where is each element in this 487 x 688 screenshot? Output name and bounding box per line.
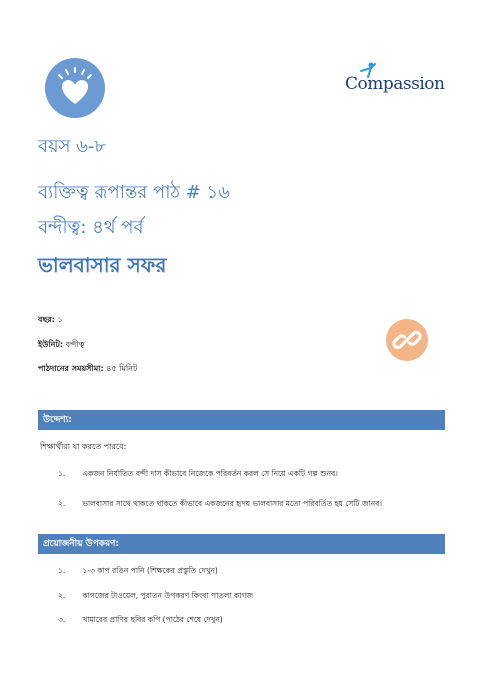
link-icon — [386, 319, 428, 361]
meta-year-label: বছর: — [38, 315, 55, 324]
materials-heading: প্রয়োজনীয় উপকরণ: — [38, 534, 445, 554]
list-item-text: কাগজের টাওয়েল, পুরাতন উপকরণ কিংবা পাতলা কাগজ — [82, 591, 254, 600]
heart-badge — [45, 58, 105, 118]
meta-year — [38, 314, 63, 327]
list-item-number: ২. — [58, 499, 66, 508]
objectives-intro: শিক্ষার্থীরা যা করতে পারবে: — [40, 442, 127, 451]
meta-unit — [38, 339, 84, 352]
meta-time — [38, 363, 137, 376]
list-item — [58, 499, 382, 511]
meta-unit-value: বন্দীত্ব — [65, 340, 85, 349]
list-item — [58, 591, 253, 603]
meta-time-label: পাঠদানের সময়সীমা: — [38, 364, 104, 373]
compassion-logo — [345, 62, 445, 98]
list-item-number: ১. — [58, 469, 66, 478]
page-title: ভালবাসার সফর — [38, 253, 167, 277]
list-item — [58, 566, 218, 578]
list-item-text: ভালবাসার সাথে থাকতে থাকতে কীভাবে একজনের হৃদয় ভালবাসার মতো পরিবর্তিত হয় সেটি জানব। — [82, 499, 383, 508]
list-item-number: ২. — [58, 591, 66, 600]
age-heading: বয়স ৬-৮ — [38, 136, 107, 157]
link-badge — [386, 319, 428, 361]
list-item-text: একজন নির্যাতিত বন্দী দাস কীভাবে নিজেকে পরিবর্তন করল সে নিয়ে একটি গল্প শুনব। — [82, 469, 338, 478]
list-item-number: ৩. — [58, 615, 66, 624]
list-item-text: ১-৩ কাপ রঙিন পানি (শিক্ষকের প্রস্তুতি দেখুন) — [82, 566, 218, 575]
meta-time-value: ৪৫ মিনিট — [106, 364, 138, 373]
list-item — [58, 615, 223, 627]
objectives-heading: উদ্দেশ্য: — [38, 410, 445, 430]
list-item-text: খামারের প্রাণির ছবির কপি (পাঠের শেষে দেখুন) — [82, 615, 223, 624]
lesson-heading: ব্যক্তিত্ব রূপান্তর পাঠ # ১৬ — [38, 182, 230, 203]
logo-text: Compassion — [345, 74, 445, 94]
list-item-number: ১. — [58, 566, 66, 575]
heart-icon — [45, 58, 105, 118]
list-item — [58, 469, 338, 481]
meta-unit-label: ইউনিট: — [38, 340, 64, 349]
meta-year-value: ১ — [57, 315, 63, 324]
unit-heading: বন্দীত্ব: ৪র্থ পর্ব — [38, 217, 144, 238]
